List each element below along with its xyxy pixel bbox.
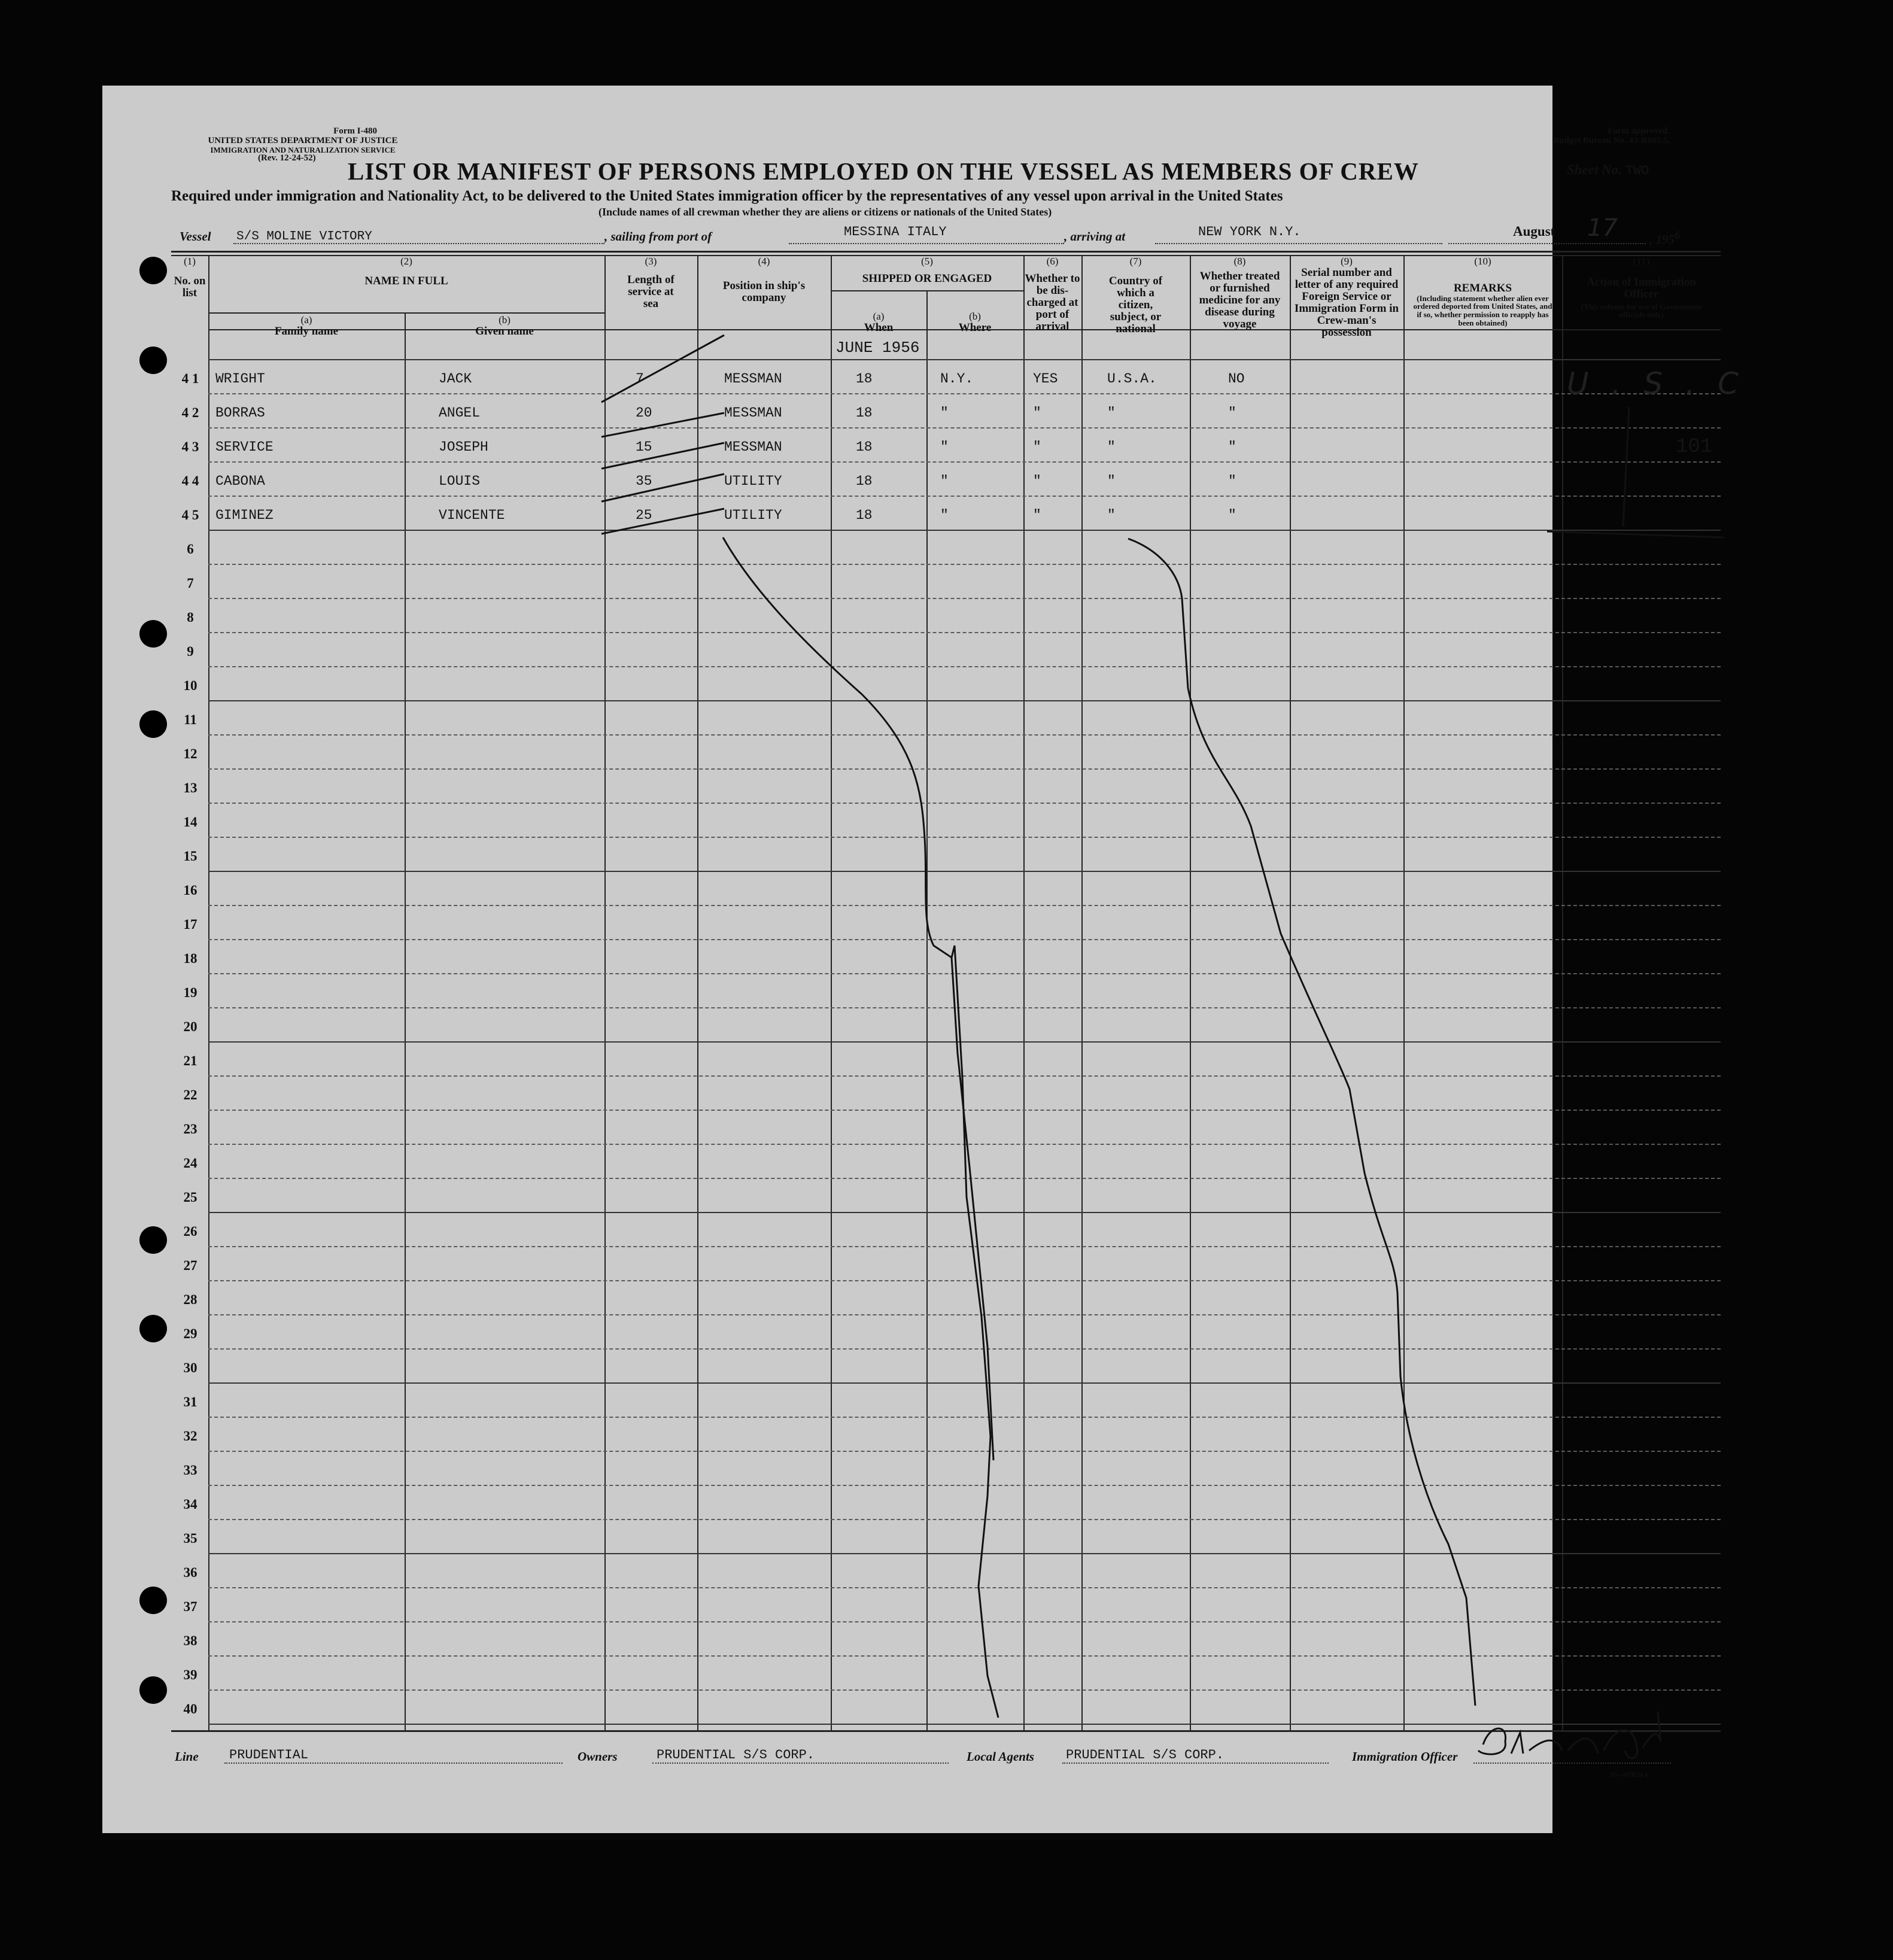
crew-shipped-when: 18 — [856, 405, 873, 421]
form-number: Form I-480 — [333, 126, 377, 136]
binder-hole — [139, 1676, 167, 1704]
col-when: (a) When — [864, 311, 894, 334]
sailing-label: , sailing from port of — [604, 229, 712, 244]
row-rule — [208, 1075, 1721, 1077]
row-rule — [208, 1553, 1721, 1554]
row-rule — [208, 734, 1721, 736]
row-rule — [208, 1382, 1721, 1384]
port-underline — [789, 243, 1064, 244]
arrival-year: , $195^6$ — [1649, 229, 1681, 247]
col-length-of-service: (3) Length of service at sea — [627, 256, 674, 310]
col-given-name: (b) Given name — [475, 314, 534, 338]
row-rule — [208, 1246, 1721, 1247]
row-number: 31 — [183, 1394, 197, 1409]
row-rule — [208, 461, 1721, 463]
row-rule — [208, 1485, 1721, 1486]
manifest-sheet — [102, 86, 1552, 1833]
crew-given-name: ANGEL — [439, 405, 481, 421]
row-number: 4 2 — [181, 405, 199, 420]
crew-treated: " — [1228, 508, 1236, 523]
row-number: 11 — [184, 712, 197, 727]
row-number: 21 — [183, 1053, 197, 1068]
row-number: 10 — [183, 678, 197, 693]
crew-position: MESSMAN — [724, 371, 782, 387]
when-month-value: JUNE 1956 — [835, 339, 920, 357]
col-treated: (8) Whether treated or furnished medicine for any disease during voyage — [1199, 256, 1281, 330]
row-number: 23 — [183, 1122, 197, 1137]
row-rule — [208, 1348, 1721, 1350]
row-number: 28 — [183, 1292, 197, 1307]
col-country: (7) Country of which a citizen, subject, or national — [1108, 256, 1163, 335]
vessel-name: S/S MOLINE VICTORY — [236, 230, 372, 244]
row-number: 32 — [183, 1429, 197, 1444]
crew-service-years: 25 — [636, 508, 652, 523]
row-rule — [208, 1587, 1721, 1588]
owners-label: Owners — [578, 1749, 618, 1764]
revision: (Rev. 12-24-52) — [258, 153, 316, 163]
local-agents-value: PRUDENTIAL S/S CORP. — [1066, 1748, 1224, 1763]
sailing-port: MESSINA ITALY — [844, 224, 947, 239]
row-number: 22 — [183, 1087, 197, 1102]
row-rule — [208, 666, 1721, 667]
binder-hole — [139, 620, 167, 648]
row-rule — [208, 768, 1721, 770]
row-number: 24 — [183, 1156, 197, 1171]
crew-discharged: " — [1033, 508, 1041, 523]
col-remarks: (10) REMARKS (Including statement whether alien ever ordered deported from United States, and if so, whether permission to reapply has been obtained) — [1413, 256, 1552, 327]
row-rule — [208, 530, 1721, 531]
row-number: 19 — [183, 985, 197, 1000]
col-discharged: (6) Whether to be dis-charged at port of arrival — [1025, 256, 1080, 333]
crew-shipped-where: " — [940, 405, 949, 421]
crew-service-years: 35 — [636, 473, 652, 489]
row-rule — [208, 1314, 1721, 1315]
row-rule — [208, 598, 1721, 599]
row-number: 38 — [183, 1633, 197, 1648]
row-number: 16 — [183, 883, 197, 898]
print-code: 16—67829-1 — [1610, 1770, 1648, 1779]
row-number: 12 — [183, 746, 197, 761]
row-number: 18 — [183, 951, 197, 966]
crew-country: " — [1107, 405, 1116, 421]
row-rule — [208, 564, 1721, 565]
crew-position: UTILITY — [724, 473, 782, 489]
budget-bureau: Budget Bureau No. 43-R065.5. — [1553, 135, 1670, 145]
arrival-day: 17 — [1587, 214, 1618, 242]
row-number: 26 — [183, 1224, 197, 1239]
binder-hole — [139, 1226, 167, 1254]
row-number: 9 — [187, 644, 194, 659]
form-approval — [1532, 127, 1670, 146]
crew-country: U.S.A. — [1107, 371, 1157, 387]
crew-service-years: 15 — [636, 439, 652, 455]
line-value: PRUDENTIAL — [229, 1748, 309, 1763]
crew-shipped-when: 18 — [856, 473, 873, 489]
crew-position: UTILITY — [724, 508, 782, 523]
local-agents-label: Local Agents — [967, 1749, 1034, 1764]
binder-hole — [139, 1587, 167, 1614]
crew-shipped-when: 18 — [856, 439, 873, 455]
row-rule — [208, 496, 1721, 497]
row-rule — [208, 1280, 1721, 1281]
arrival-month: August — [1513, 224, 1555, 239]
row-number: 39 — [183, 1667, 197, 1682]
row-number: 13 — [183, 780, 197, 795]
row-number: 4 3 — [181, 439, 199, 454]
crew-position: MESSMAN — [724, 405, 782, 421]
row-rule — [208, 939, 1721, 940]
crew-treated: NO — [1228, 371, 1245, 387]
crew-given-name: JOSEPH — [439, 439, 488, 455]
col-serial-number: (9) Serial number and letter of any required Foreign Service or Immigration Form in Crew-man's possession — [1294, 256, 1399, 339]
col-family-name: (a) Family name — [274, 314, 339, 338]
row-rule — [208, 1519, 1721, 1520]
row-rule — [208, 1178, 1721, 1179]
crew-treated: " — [1228, 473, 1236, 489]
crew-shipped-where: " — [940, 439, 949, 455]
row-number: 6 — [187, 542, 194, 557]
crew-treated: " — [1228, 439, 1236, 455]
binder-hole — [139, 257, 167, 284]
crew-shipped-where: " — [940, 508, 949, 523]
sheet-number: Sheet No. TWO — [1567, 162, 1649, 178]
arriving-label: , arriving at — [1064, 229, 1126, 244]
crew-service-years: 20 — [636, 405, 652, 421]
row-rule — [208, 1689, 1721, 1691]
row-number: 34 — [183, 1497, 197, 1512]
binder-hole — [139, 710, 167, 738]
crew-discharged: YES — [1033, 371, 1058, 387]
row-rule — [208, 1212, 1721, 1213]
row-number: 4 1 — [181, 371, 199, 386]
row-rule — [208, 359, 1721, 360]
row-rule — [208, 1621, 1721, 1622]
row-rule — [208, 1007, 1721, 1008]
crew-family-name: CABONA — [215, 473, 265, 489]
line-label: Line — [175, 1749, 199, 1764]
binder-hole — [139, 1315, 167, 1342]
officer-stamp: U.S.C — [1567, 366, 1762, 401]
row-number: 35 — [183, 1531, 197, 1546]
row-rule — [208, 700, 1721, 701]
crew-given-name: VINCENTE — [439, 508, 505, 523]
row-rule — [208, 632, 1721, 633]
col-shipped-or-engaged: (5) SHIPPED OR ENGAGED — [862, 256, 992, 285]
row-rule — [208, 1724, 1721, 1725]
row-rule — [208, 427, 1721, 429]
row-number: 25 — [183, 1190, 197, 1205]
immigration-officer-label: Immigration Officer — [1352, 1749, 1458, 1764]
row-rule — [208, 905, 1721, 906]
row-number: 8 — [187, 610, 194, 625]
crew-family-name: BORRAS — [215, 405, 265, 421]
row-rule — [208, 973, 1721, 974]
crew-shipped-where: N.Y. — [940, 371, 974, 387]
row-number: 4 5 — [181, 508, 199, 522]
binder-hole — [139, 347, 167, 374]
crew-shipped-where: " — [940, 473, 949, 489]
row-number: 36 — [183, 1565, 197, 1580]
crew-given-name: JACK — [439, 371, 472, 387]
arrival-port: NEW YORK N.Y. — [1198, 224, 1301, 239]
crew-discharged: " — [1033, 473, 1041, 489]
row-rule — [208, 1451, 1721, 1452]
date-underline — [1448, 243, 1646, 244]
row-number: 33 — [183, 1463, 197, 1478]
crew-family-name: WRIGHT — [215, 371, 265, 387]
subtitle: Required under immigration and Nationality Act, to be delivered to the United States immigration officer by the representatives of any vessel upon arrival in the United States — [171, 188, 1283, 204]
col-no-on-list: (1) No. on list — [174, 256, 206, 299]
row-rule — [208, 1110, 1721, 1111]
department: UNITED STATES DEPARTMENT OF JUSTICE — [208, 135, 398, 145]
owners-value: PRUDENTIAL S/S CORP. — [657, 1748, 815, 1763]
row-number: 4 4 — [181, 473, 199, 488]
row-number: 20 — [183, 1019, 197, 1034]
row-rule — [208, 1417, 1721, 1418]
inclusion-note: (Include names of all crewman whether they are aliens or citizens or nationals of the United States) — [598, 206, 1052, 218]
crew-service-years: 7 — [636, 371, 644, 387]
crew-family-name: SERVICE — [215, 439, 274, 455]
crew-country: " — [1107, 439, 1116, 455]
row-rule — [208, 1655, 1721, 1657]
crew-shipped-when: 18 — [856, 371, 873, 387]
crew-country: " — [1107, 473, 1116, 489]
col-immigration-action: (11) Action of Immigration Officer (This column for use of Government officials only) — [1581, 256, 1702, 320]
row-number: 37 — [183, 1599, 197, 1614]
col-name-in-full: (2) NAME IN FULL — [364, 256, 448, 287]
crew-shipped-when: 18 — [856, 508, 873, 523]
page-title: LIST OR MANIFEST OF PERSONS EMPLOYED ON THE VESSEL AS MEMBERS OF CREW — [348, 157, 1419, 185]
row-number: 7 — [187, 576, 194, 591]
vessel-underline — [233, 243, 604, 244]
row-number: 30 — [183, 1360, 197, 1375]
row-number: 29 — [183, 1326, 197, 1341]
crew-discharged: " — [1033, 439, 1041, 455]
row-number: 14 — [183, 815, 197, 829]
row-rule — [208, 871, 1721, 872]
row-rule — [208, 837, 1721, 838]
form-approved: Form approved. — [1608, 126, 1670, 136]
row-rule — [208, 1144, 1721, 1145]
officer-number: 101 — [1676, 436, 1713, 458]
row-rule — [208, 803, 1721, 804]
crew-given-name: LOUIS — [439, 473, 481, 489]
service-name: IMMIGRATION AND NATURALIZATION SERVICE — [210, 145, 396, 154]
vessel-label: Vessel — [180, 229, 211, 244]
col-where: (b) Where — [958, 311, 992, 334]
crew-country: " — [1107, 508, 1116, 523]
crew-family-name: GIMINEZ — [215, 508, 274, 523]
crew-treated: " — [1228, 405, 1236, 421]
arrival-underline — [1155, 243, 1442, 244]
col-position: (4) Position in ship's company — [722, 256, 806, 304]
crew-discharged: " — [1033, 405, 1041, 421]
crew-position: MESSMAN — [724, 439, 782, 455]
row-number: 27 — [183, 1258, 197, 1273]
row-number: 40 — [183, 1701, 197, 1716]
row-number: 15 — [183, 849, 197, 864]
row-number: 17 — [183, 917, 197, 932]
row-rule — [208, 393, 1721, 394]
row-rule — [208, 1041, 1721, 1043]
